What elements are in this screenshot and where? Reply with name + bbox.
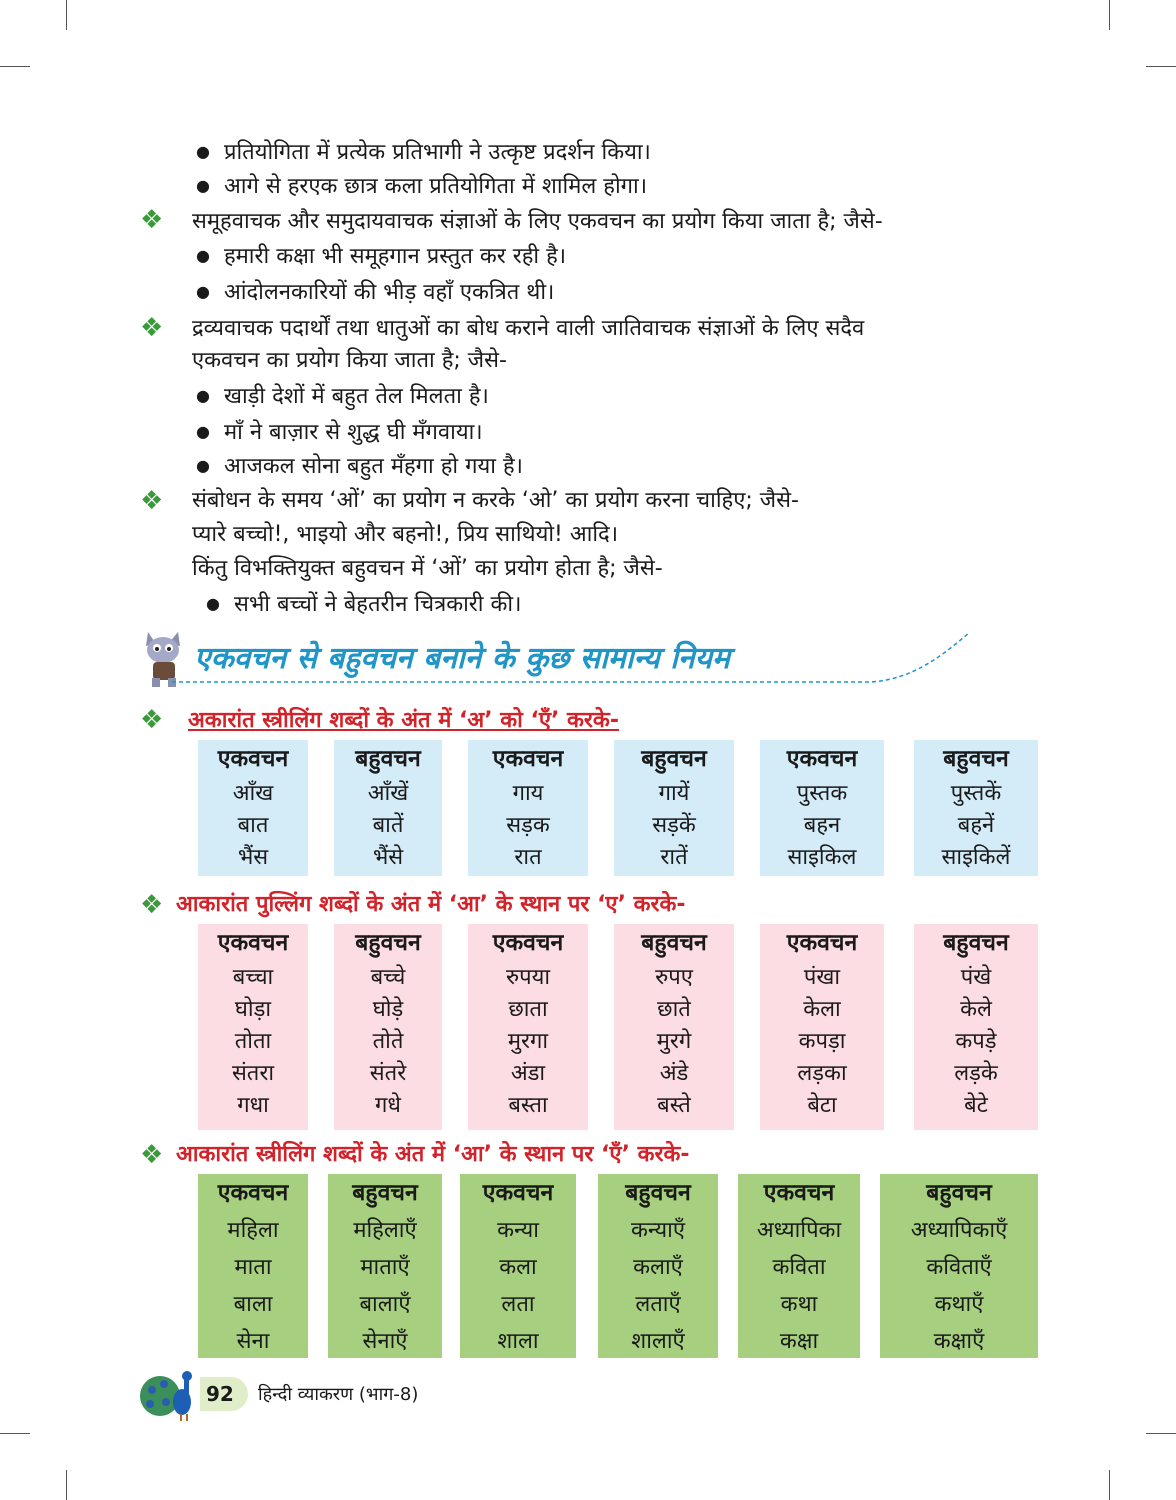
table-cell: लड़के xyxy=(954,1061,998,1086)
table-cell: छाता xyxy=(508,997,548,1022)
column-header: बहुवचन xyxy=(641,930,707,956)
example-bullet: ● प्रतियोगिता में प्रत्येक प्रतिभागी ने उत्कृष्ट प्रदर्शन किया। xyxy=(196,138,651,169)
rule-heading: आकारांत स्त्रीलिंग शब्दों के अंत में ‘आ’ के स्थान पर ‘एँ’ करके- xyxy=(176,1142,690,1167)
table-cell: कक्षाएँ xyxy=(933,1329,985,1354)
example-bullet: ● आंदोलनकारियों की भीड़ वहाँ एकत्रित थी। xyxy=(196,278,554,309)
table-column xyxy=(738,1174,860,1358)
column-header: बहुवचन xyxy=(625,1180,691,1206)
rule-text: द्रव्यवाचक पदार्थों तथा धातुओं का बोध कराने वाली जातिवाचक संज्ञाओं के लिए सदैव xyxy=(192,316,865,341)
column-header: एकवचन xyxy=(217,930,289,956)
table-cell: सड़क xyxy=(506,813,550,838)
table-cell: कन्याएँ xyxy=(630,1218,685,1243)
table-cell: संतरा xyxy=(231,1061,275,1086)
column-header: एकवचन xyxy=(786,746,858,772)
table-column xyxy=(760,924,884,1130)
table-cell: घोड़े xyxy=(372,997,404,1022)
table-column xyxy=(328,1174,442,1358)
table-cell: तोते xyxy=(372,1029,404,1054)
rule-text: किंतु विभक्तियुक्त बहुवचन में ‘ओं’ का प्रयोग होता है; जैसे- xyxy=(192,556,663,581)
diamond-bullet-icon: ❖ xyxy=(140,486,164,516)
table-cell: कथा xyxy=(780,1292,818,1317)
rule-heading: अकारांत स्त्रीलिंग शब्दों के अंत में ‘अ’ को ‘एँ’ करके- xyxy=(188,708,619,733)
rule-text: प्यारे बच्चो!, भाइयो और बहनो!, प्रिय साथियो! आदि। xyxy=(192,522,619,547)
table-cell: अंडे xyxy=(659,1061,689,1086)
column-header: बहुवचन xyxy=(352,1180,418,1206)
table-cell: पंखा xyxy=(803,965,841,990)
column-header: बहुवचन xyxy=(926,1180,992,1206)
example-bullet: ● आजकल सोना बहुत मँहगा हो गया है। xyxy=(196,452,523,483)
column-header: एकवचन xyxy=(786,930,858,956)
column-header: बहुवचन xyxy=(943,930,1009,956)
table-cell: अंडा xyxy=(510,1061,546,1086)
section-title: एकवचन से बहुवचन बनाने के कुछ सामान्य नियम xyxy=(194,641,730,676)
crop-mark xyxy=(1109,1470,1110,1500)
table-cell: मुरगे xyxy=(656,1029,692,1054)
table-cell: आँख xyxy=(232,781,274,806)
table-cell: बस्ते xyxy=(657,1093,691,1118)
table-cell: शाला xyxy=(497,1329,539,1354)
table-cell: संतरे xyxy=(369,1061,407,1086)
table-cell: कन्या xyxy=(497,1218,539,1243)
table-cell: गायें xyxy=(658,781,690,806)
table-cell: माताएँ xyxy=(360,1255,410,1280)
table-cell: अध्यापिकाएँ xyxy=(910,1218,1008,1243)
table-cell: छाते xyxy=(657,997,691,1022)
table-column xyxy=(614,740,734,876)
diamond-bullet-icon: ❖ xyxy=(140,705,164,735)
table-cell: बहन xyxy=(803,813,841,838)
diamond-bullet-icon: ❖ xyxy=(140,313,164,343)
rule-heading: आकारांत पुल्लिंग शब्दों के अंत में ‘आ’ के स्थान पर ‘ए’ करके- xyxy=(176,892,686,917)
column-header: एकवचन xyxy=(492,746,564,772)
title-underline xyxy=(170,628,976,688)
table-cell: रुपया xyxy=(505,965,551,990)
table-cell: बात xyxy=(237,813,269,838)
diamond-bullet-icon: ❖ xyxy=(140,205,164,235)
table-column xyxy=(468,740,588,876)
crop-mark xyxy=(1146,1433,1176,1434)
table-cell: साइकिल xyxy=(787,845,857,870)
table-cell: शालाएँ xyxy=(631,1329,685,1354)
example-bullet: ● खाड़ी देशों में बहुत तेल मिलता है। xyxy=(196,382,489,413)
table-cell: गधा xyxy=(237,1093,269,1118)
table-cell: सेना xyxy=(236,1329,270,1354)
table-cell: लताएँ xyxy=(635,1292,681,1317)
table-cell: रातें xyxy=(660,845,688,870)
table-cell: महिलाएँ xyxy=(353,1218,417,1243)
book-title: हिन्दी व्याकरण (भाग-8) xyxy=(258,1384,419,1405)
table-cell: बहनें xyxy=(957,813,995,838)
table-cell: कविता xyxy=(772,1255,826,1280)
table-cell: घोड़ा xyxy=(234,997,272,1022)
crop-mark xyxy=(66,1470,67,1500)
page-number: 92 xyxy=(206,1382,234,1406)
table-cell: लता xyxy=(501,1292,535,1317)
table-cell: बस्ता xyxy=(508,1093,548,1118)
table-cell: बालाएँ xyxy=(359,1292,411,1317)
example-bullet: ● सभी बच्चों ने बेहतरीन चित्रकारी की। xyxy=(206,590,521,621)
table-cell: कविताएँ xyxy=(926,1255,992,1280)
table-cell: बेटे xyxy=(964,1093,988,1118)
table-column xyxy=(460,1174,576,1358)
table-cell: केले xyxy=(960,997,992,1022)
table-cell: कपड़े xyxy=(955,1029,997,1054)
table-column xyxy=(334,924,442,1130)
table-cell: साइकिलें xyxy=(941,845,1011,870)
column-header: बहुवचन xyxy=(355,930,421,956)
table-cell: लड़का xyxy=(797,1061,847,1086)
table-cell: गाय xyxy=(512,781,544,806)
crop-mark xyxy=(66,0,67,30)
table-cell: बेटा xyxy=(807,1093,837,1118)
column-header: एकवचन xyxy=(482,1180,554,1206)
table-cell: भैंस xyxy=(237,845,269,870)
table-cell: कपड़ा xyxy=(798,1029,846,1054)
table-cell: रात xyxy=(514,845,542,870)
table-column xyxy=(334,740,442,876)
table-cell: पुस्तकें xyxy=(950,781,1002,806)
table-cell: बच्चा xyxy=(232,965,274,990)
rule-text: समूहवाचक और समुदायवाचक संज्ञाओं के लिए एकवचन का प्रयोग किया जाता है; जैसे- xyxy=(192,209,883,234)
table-cell: पंखे xyxy=(960,965,992,990)
table-column xyxy=(468,924,588,1130)
column-header: बहुवचन xyxy=(355,746,421,772)
diamond-bullet-icon: ❖ xyxy=(140,1140,164,1170)
table-cell: सेनाएँ xyxy=(362,1329,408,1354)
table-cell: सड़कें xyxy=(652,813,696,838)
table-cell: तोता xyxy=(234,1029,272,1054)
table-column xyxy=(760,740,884,876)
rule-text: संबोधन के समय ‘ओं’ का प्रयोग न करके ‘ओ’ का प्रयोग करना चाहिए; जैसे- xyxy=(192,488,799,513)
table-cell: आँखें xyxy=(367,781,409,806)
table-cell: मुरगा xyxy=(507,1029,549,1054)
table-column xyxy=(198,924,308,1130)
table-column xyxy=(598,1174,718,1358)
table-cell: महिला xyxy=(227,1218,279,1243)
table-cell: कक्षा xyxy=(779,1329,819,1354)
example-bullet: ● हमारी कक्षा भी समूहगान प्रस्तुत कर रही है। xyxy=(196,242,566,273)
table-cell: पुस्तक xyxy=(796,781,848,806)
table-cell: बाला xyxy=(233,1292,273,1317)
table-cell: बातें xyxy=(372,813,404,838)
table-column xyxy=(198,1174,308,1358)
column-header: एकवचन xyxy=(763,1180,835,1206)
table-cell: बच्चे xyxy=(370,965,406,990)
table-cell: अध्यापिका xyxy=(756,1218,842,1243)
example-bullet: ● आगे से हरएक छात्र कला प्रतियोगिता में शामिल होगा। xyxy=(196,172,647,203)
table-cell: कलाएँ xyxy=(633,1255,683,1280)
table-column xyxy=(914,924,1038,1130)
table-cell: रुपए xyxy=(655,965,693,990)
diamond-bullet-icon: ❖ xyxy=(140,890,164,920)
column-header: बहुवचन xyxy=(943,746,1009,772)
table-column xyxy=(198,740,308,876)
table-cell: केला xyxy=(803,997,841,1022)
crop-mark xyxy=(0,1433,30,1434)
column-header: एकवचन xyxy=(492,930,564,956)
table-column xyxy=(914,740,1038,876)
table-cell: कथाएँ xyxy=(934,1292,984,1317)
table-cell: माता xyxy=(234,1255,272,1280)
table-cell: गधे xyxy=(375,1093,401,1118)
table-column xyxy=(614,924,734,1130)
crop-mark xyxy=(0,66,30,67)
crop-mark xyxy=(1146,66,1176,67)
table-cell: कला xyxy=(499,1255,537,1280)
table-column xyxy=(880,1174,1038,1358)
table-cell: भैंसे xyxy=(372,845,404,870)
peacock-icon xyxy=(138,1366,202,1422)
example-bullet: ● माँ ने बाज़ार से शुद्ध घी मँगवाया। xyxy=(196,418,483,449)
column-header: एकवचन xyxy=(217,746,289,772)
column-header: बहुवचन xyxy=(641,746,707,772)
crop-mark xyxy=(1109,0,1110,30)
column-header: एकवचन xyxy=(217,1180,289,1206)
rule-text: एकवचन का प्रयोग किया जाता है; जैसे- xyxy=(192,348,507,373)
